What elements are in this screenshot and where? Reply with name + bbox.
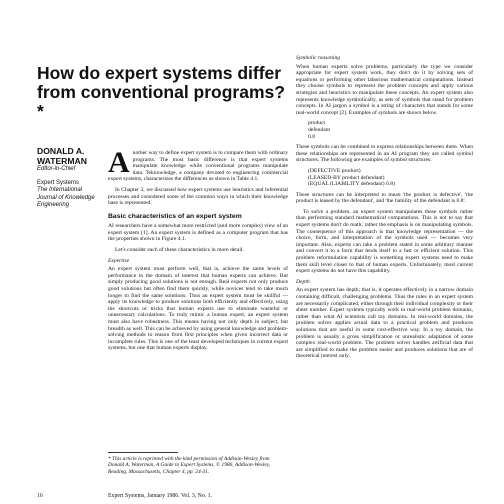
section-heading: Basic characteristics of an expert system xyxy=(108,212,242,220)
intro-paragraph: Another way to define expert system is to compare them with ordinary programs. The most basic difference is that expert systems manipulate knowledge while conventional programs manipulate data. Teknowledge, a company devoted to engineering commercial expert systems, characterizes the differences as shown in Table 4.1. xyxy=(108,146,288,183)
section-paragraph: AI researchers have a somewhat more restricted (and more complex) view of an expert system [1]. An expert system is defined as a computer program that has the properties shown in Figure 4.1. xyxy=(108,223,288,243)
footnote: * This article is reprinted with the kind permission of Addison-Wesley from Donald A. Waterman, A Guide to Expert Systems, © 1986, Addison-Wesley, Reading, Massachusetts, Chapter 4, pp. 24-31. xyxy=(108,456,271,475)
symbolic-paragraph-4: To solve a problem, an expert system manipulates these symbols rather than performing standard mathematical computations. This is not to say that expert systems don't do math; rather the emphasis is on manipulating symbols. The consequence of this approach is that knowledge representation — the choice, form, and interpretation of the symbols used — becomes very important. Also, experts can take a problem stated in some arbitrary manner and convert it to a form that lends itself to a fast or efficient solution. This problem reformulation capability is something expert systems need to make them skill level closer to that of human experts. Unfortunately, most current expert systems do not have this capability. xyxy=(296,208,473,275)
middle-column xyxy=(108,146,288,356)
article-title: How do expert systems differ from conventional programs?* xyxy=(37,63,285,121)
symbol-structure-list xyxy=(308,168,473,188)
list-item: (LEASED-BY product defendant) xyxy=(308,174,385,181)
symbolic-paragraph: When human experts solve problems, particularly the type we consider appropriate for expert system work, they don't do it by solving sets of equations or performing other laborious mathematical computations. Instead they choose symbols to represent the problem concepts and apply various strategies and heuristics to manipulate these concepts. An expert system also represents knowledge symbolically, as sets of symbols that stand for problem concepts. In AI jargon a symbol is a string of characters that stands for some real-world concept [2]. Examples of symbols are shown below. xyxy=(296,63,473,116)
symbolic-paragraph-3: These structures can be interpreted to mean 'the product is defective', 'the product is leased by the defendant', and 'the liability of the defendant is 0.8'. xyxy=(296,191,473,205)
author-name: DONALD A. WATERMAN xyxy=(37,146,87,166)
list-item: (DEFECTIVE product) xyxy=(308,167,361,174)
drop-cap: A xyxy=(108,146,130,179)
subsection-heading-expertise: Expertise xyxy=(108,257,130,264)
expertise-paragraph: An expert system must perform well, that is, achieve the same levels of performance in the domain of interest that human experts can achieve. But simply producing good solutions is not enough. Real experts not only produce good solutions but often find them quickly, while novices tend to take much longer to find the same solutions. Thus an expert system must be skillful — apply its knowledge to produce solutions both efficiently and effectively, using the shortcuts or tricks that human experts use to eliminate wasteful or unnecessary calculations. To truly mimic a human expert, an expert system must also have robustness. This means having not only depth in subject, but breadth as well. This can be achieved by using general knowledge and problem-solving methods to reason from first principles when given incorrect data or incomplete rules. This is one of the least developed techniques in current expert systems, but one that human experts display. xyxy=(108,266,288,352)
symbol-list xyxy=(308,120,473,140)
author-affiliation: Expert Systems xyxy=(37,180,80,187)
subsection-heading-depth: Depth xyxy=(296,278,310,285)
list-item: defendant xyxy=(308,126,331,133)
subsection-heading-symbolic: Symbolic reasoning xyxy=(296,55,341,61)
journal-citation: Expert Systems, January 1986. Vol. 3, No. 1. xyxy=(108,493,212,499)
page-number: 16 xyxy=(37,493,43,499)
intro-paragraph-2: In Chapter 3, we discussed how expert systems use heuristics and inferential processes and considered some of the common ways in which their knowledge base is represented. xyxy=(108,186,288,207)
right-column xyxy=(296,55,473,364)
footnote-rule xyxy=(108,452,178,453)
list-item: product xyxy=(308,120,326,127)
symbolic-paragraph-2: These symbols can be combined to express relationships between them. When these relationships are represented in an AI program they are called symbol structures. The following are examples of symbol structures: xyxy=(296,144,473,164)
list-item: 0.8 xyxy=(308,133,315,140)
section-paragraph-2: Let's consider each of these characteristics in more detail. xyxy=(115,247,244,254)
depth-paragraph: An expert system has depth; that is, it operates effectively in a narrow domain containing difficult, challenging problems. Thus the rules in an expert system are necessarily complicated, either through their individual complexity or their sheer number. Expert systems typically work in real-world problem domains, rather than what AI scientists call toy domains. In real-world domains, the problem solver applies actual data to a practical problem and produces solutions that are useful in some cost-effective way. In a toy domain, the problem is usually a gross simplification or unrealistic adaptation of some complex real-world problem. The problem solver handles artificial data that are simplified to make the problem easier and produces solutions that are of theoretical interest only. xyxy=(296,287,473,360)
author-role: Editor-in-Chief xyxy=(37,166,76,172)
author-journal: The International Journal of Knowledge Engineering xyxy=(37,187,95,208)
list-item: (EQUAL (LIABILITY defendant) 0.8) xyxy=(308,181,395,188)
author-block xyxy=(37,147,101,209)
